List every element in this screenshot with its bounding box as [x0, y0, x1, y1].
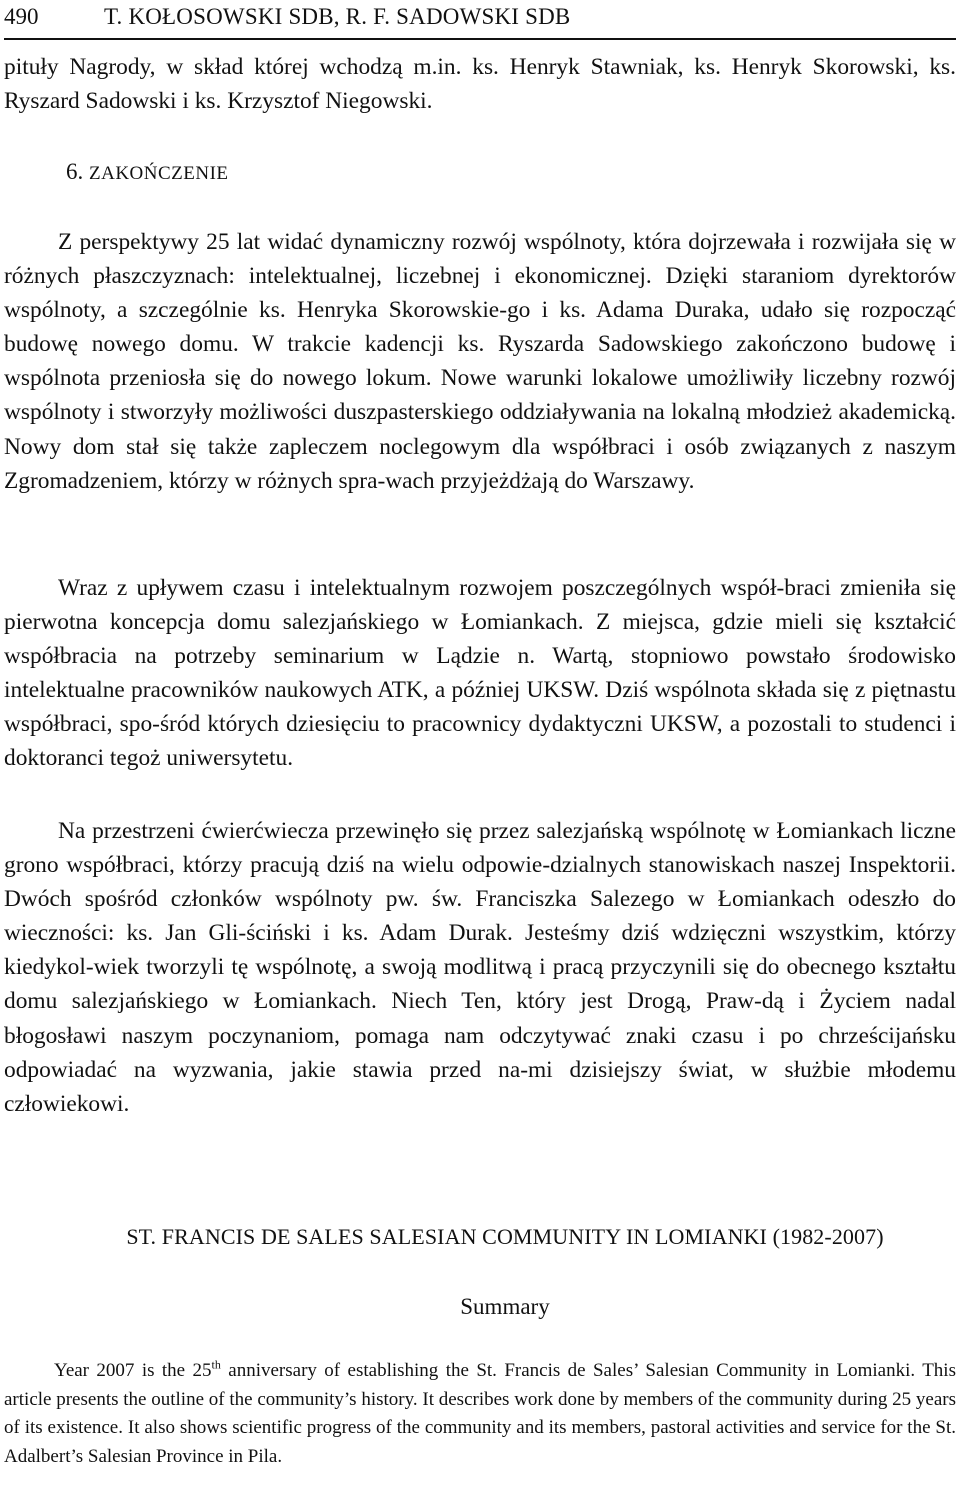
- summary-text-start: Year 2007 is the 25: [54, 1360, 212, 1381]
- summary-paragraph: [4, 1357, 956, 1471]
- running-title: T. KOŁOSOWSKI SDB, R. F. SADOWSKI SDB: [104, 4, 571, 29]
- paragraph-block-2: [4, 571, 956, 776]
- summary-text-rest: anniversary of establishing the St. Francis de Sales’ Salesian Community in Lomianki. This article presents the outline of the community’s history. It describes work done by members of the community during 25 years of its existence. It also shows scientific progress of the community and its members, pastoral activities and service for the St. Adalbert’s Salesian Province in Pila.: [4, 1360, 956, 1467]
- paragraph-block-3: [4, 814, 956, 1121]
- paragraph-block-1: [4, 225, 956, 498]
- summary-abstract: [4, 1357, 956, 1471]
- continuation-block: [4, 50, 956, 118]
- paragraph-2: Wraz z upływem czasu i intelektualnym rozwojem poszczególnych współ-braci zmieniła się pierwotna koncepcja domu salezjańskiego w Łomiankach. Z miejsca, gdzie mieli się kształcić współbracia na potrzeby seminarium w Lądzie n. Wartą, stopniowo powstało środowisko intelektualne pracowników naukowych ATK, a później UKSW. Dziś wspólnota składa się z piętnastu współbraci, spo-śród których dziesięciu to pracownicy dydaktyczni UKSW, a pozostali to studenci i doktoranci tegoż uniwersytetu.: [4, 575, 956, 772]
- continuation-paragraph: pituły Nagrody, w skład której wchodzą m.in. ks. Henryk Stawniak, ks. Henryk Skorowski, ks. Ryszard Sadowski i ks. Krzysztof Niegowski.: [4, 54, 956, 115]
- section-heading: [66, 155, 229, 191]
- header-rule: [4, 38, 956, 40]
- paragraph-1: Z perspektywy 25 lat widać dynamiczny rozwój wspólnoty, która dojrzewała i rozwijała się w różnych płaszczyznach: intelektualnej, liczebnej i ekonomicznej. Dzięki staraniom dyrektorów wspólnoty, a szczególnie ks. Henryka Skorowskie-go i ks. Adama Duraka, udało się rozpocząć budowę nowego domu. W trakcie kadencji ks. Ryszarda Sadowskiego zakończono budowę i wspólnota przeniosła się do nowego lokum. Nowe warunki lokalowe umożliwiły liczebny rozwój wspólnoty i stworzyły możliwości duszpasterskiego oddziaływania na lokalną młodzież akademicką. Nowy dom stał się także zapleczem noclegowym dla współbraci i osób związanych z naszym Zgromadzeniem, którzy w różnych spra-wach przyjeżdżają do Warszawy.: [4, 229, 956, 494]
- page-number: 490: [4, 4, 39, 29]
- paragraph-3: Na przestrzeni ćwierćwiecza przewinęło się przez salezjańską wspólnotę w Łomiankach liczne grono współbraci, którzy pracują dziś na wielu odpowie-dzialnych stanowiskach naszej Inspektorii. Dwóch spośród członków wspólnoty pw. św. Franciszka Salezego w Łomiankach odeszło do wieczności: ks. Jan Gli-ściński i ks. Adam Durak. Jesteśmy dziś wdzięczni wszystkim, którzy kiedykol-wiek tworzyli tę wspólnotę, a swoją modlitwą i pracą przyczynili się do obecnego kształtu domu salezjańskiego w Łomiankach. Niech Ten, który jest Drogą, Praw-dą i Życiem nadal błogosławi naszym poczynaniom, pomaga nam odczytywać znaki czasu i po chrześcijańsku odpowiadać na wyzwania, jakie stawia przed na-mi dzisiejszy świat, w służbie młodemu człowiekowi.: [4, 818, 956, 1117]
- running-header: [4, 2, 956, 36]
- english-title: ST. FRANCIS DE SALES SALESIAN COMMUNITY IN LOMIANKI (1982-2007): [126, 1224, 884, 1249]
- summary-heading: Summary: [460, 1294, 550, 1319]
- section-number: 6.: [66, 159, 84, 184]
- ordinal-superscript: th: [211, 1357, 221, 1372]
- section-title: ZAKOŃCZENIE: [89, 163, 229, 184]
